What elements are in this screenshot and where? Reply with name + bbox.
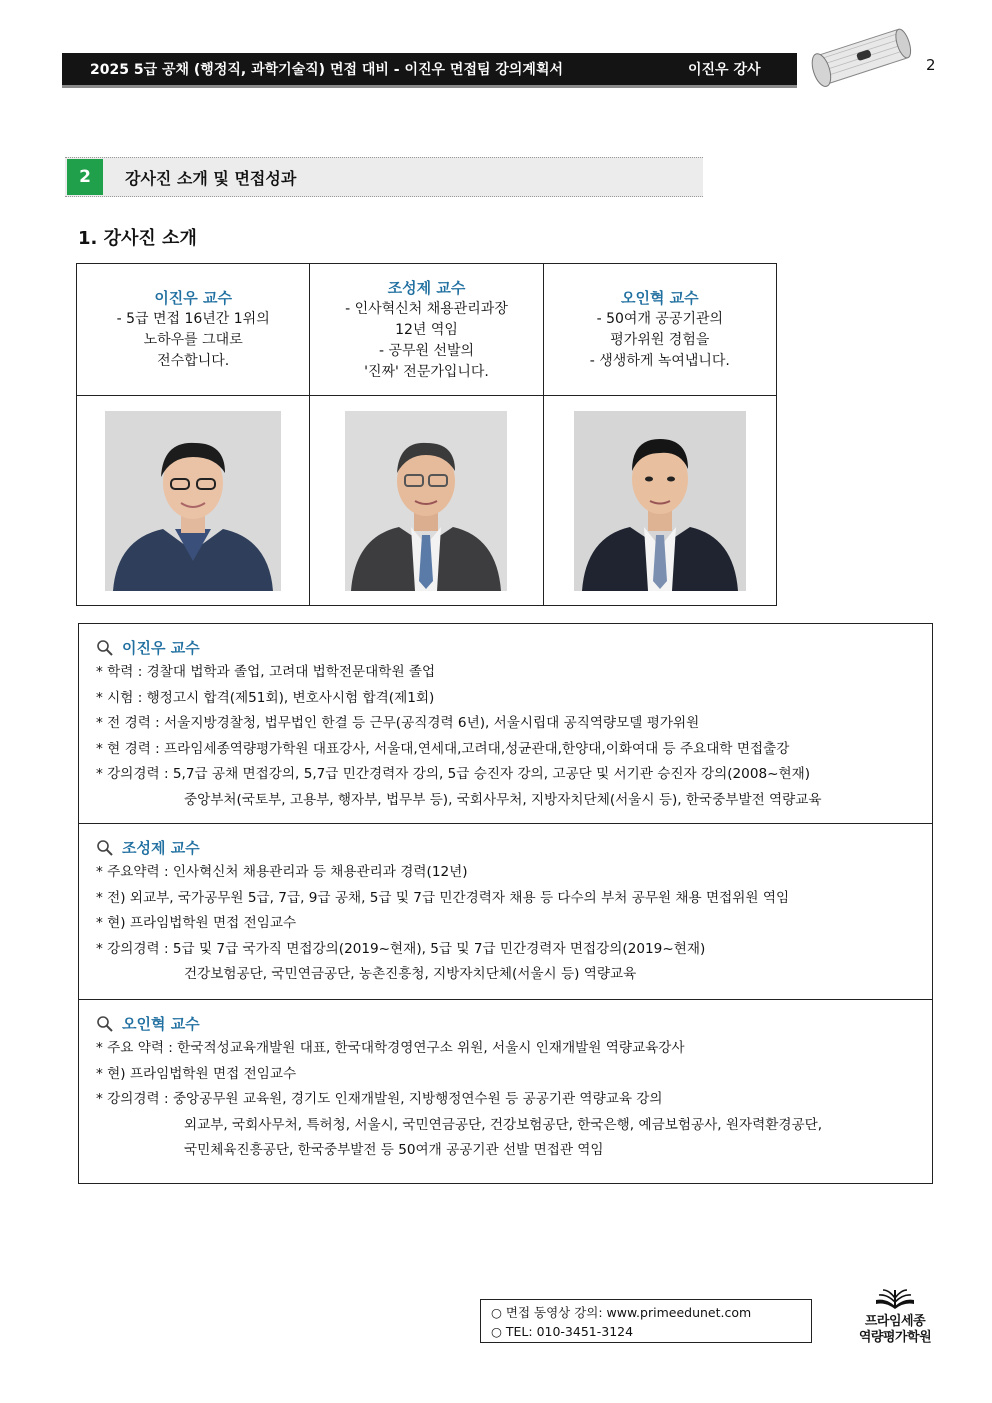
bio-line: * 현) 프라임법학원 면접 전임교수 [96,1065,297,1082]
document-author: 이진우 강사 [688,62,761,78]
bio-line: * 학력 : 경찰대 법학과 졸업, 고려대 법학전문대학원 졸업 [96,664,436,680]
logo-text-line1: 프라임세종 [864,1314,926,1329]
bio-name-text: 조성제 교수 [122,839,200,857]
subsection-title: 1. 강사진 소개 [78,228,197,249]
bio-box-lee [78,623,933,824]
bio-line: * 전) 외교부, 국가공무원 5급, 7급, 9급 공채, 5급 및 7급 민간경력자 채용 등 다수의 부처 공무원 채용 면접위원 역임 [96,889,790,906]
bio-box-cho [78,823,933,1000]
faculty-desc-line: - 50여개 공공기관의 [596,311,724,327]
faculty-table [76,263,777,606]
faculty-desc-line: - 생생하게 녹여냅니다. [589,353,730,369]
bio-name [96,636,914,660]
scroll-decoration-icon [806,22,918,96]
faculty-photo-lee [105,411,281,591]
faculty-photo-cho [345,411,507,591]
document-title: 2025 5급 공채 (행정직, 과학기술직) 면접 대비 - 이진우 면접팀 강의계획서 [90,62,563,78]
faculty-desc-line: 전수합니다. [157,353,230,369]
bio-box-oh [78,999,933,1184]
bio-line-continuation: 국민체육진흥공단, 한국중부발전 등 50여개 공공기관 선발 면접관 역임 [184,1142,604,1158]
magnifier-icon [96,839,114,857]
faculty-cell [543,264,776,396]
faculty-desc-line: - 공무원 선발의 [378,342,475,359]
faculty-desc-line: - 인사혁신처 채용관리과장 [345,300,508,317]
magnifier-icon [96,1015,114,1033]
bio-line-continuation: 중앙부처(국토부, 고용부, 행자부, 법무부 등), 국회사무처, 지방자치단체(서울시 등), 한국중부발전 역량교육 [184,791,822,808]
bio-line: * 현 경력 : 프라임세종역량평가학원 대표강사, 서울대,연세대,고려대,성균관대,한양대,이화여대 등 주요대학 면접출강 [96,740,790,757]
book-logo-icon [874,1284,916,1310]
logo-text-line2: 역량평가학원 [858,1330,932,1345]
bio-line: * 강의경력 : 5급 및 7급 국가직 면접강의(2019~현재), 5급 및 7급 민간경력자 면접강의(2019~현재) [96,940,706,957]
faculty-name: 오인혁 교수 [620,289,699,307]
document-header [62,53,797,88]
bio-line: * 강의경력 : 중앙공무원 교육원, 경기도 인재개발원, 지방행정연수원 등 공공기관 역량교육 강의 [96,1091,663,1107]
faculty-desc-line: - 5급 면접 16년간 1위의 [116,311,270,327]
faculty-cell [77,264,310,396]
section-number: 2 [67,159,103,195]
bio-name-text: 이진우 교수 [122,639,200,657]
faculty-photo-cell [310,396,543,606]
bio-line-continuation: 건강보험공단, 국민연금공단, 농촌진흥청, 지방자치단체(서울시 등) 역량교육 [184,966,637,982]
footer-video-link[interactable]: ○ 면접 동영상 강의: www.primeedunet.com [491,1305,752,1320]
faculty-desc-line: 평가위원 경험을 [610,332,710,348]
section-heading [65,157,703,197]
bio-line: * 전 경력 : 서울지방경찰청, 법무법인 한결 등 근무(공직경력 6년), 서울시립대 공직역량모델 평가위원 [96,715,700,731]
faculty-photo-oh [574,411,746,591]
bio-line: * 현) 프라임법학원 면접 전임교수 [96,915,297,931]
faculty-photo-cell [543,396,776,606]
faculty-name: 조성제 교수 [387,278,466,297]
faculty-desc-line: '진짜' 전문가입니다. [364,363,489,380]
faculty-cell [310,264,543,396]
faculty-desc-line: 노하우를 그대로 [143,332,243,348]
footer-contact-box [480,1299,812,1343]
magnifier-icon [96,639,114,657]
bio-name-text: 오인혁 교수 [122,1015,200,1033]
bio-line-continuation: 외교부, 국회사무처, 특허청, 서울시, 국민연금공단, 건강보험공단, 한국은행, 예금보험공사, 원자력환경공단, [184,1116,823,1133]
section-title: 강사진 소개 및 면접성과 [125,168,297,188]
bio-name [96,1012,914,1036]
bio-name [96,836,914,860]
page-number: 2 [926,56,936,74]
academy-logo [846,1284,944,1346]
bio-line: * 시험 : 행정고시 합격(제51회), 변호사시험 합격(제1회) [96,689,435,706]
faculty-desc-line: 12년 역임 [395,321,458,338]
bio-line: * 주요 약력 : 한국적성교육개발원 대표, 한국대학경영연구소 위원, 서울시 인재개발원 역량교육강사 [96,1040,685,1056]
bio-line: * 주요약력 : 인사혁신처 채용관리과 등 채용관리과 경력(12년) [96,864,468,880]
bio-line: * 강의경력 : 5,7급 공채 면접강의, 5,7급 민간경력자 강의, 5급 승진자 강의, 고공단 및 서기관 승진자 강의(2008~현재) [96,766,811,782]
faculty-photo-cell [77,396,310,606]
footer-tel: ○ TEL: 010-3451-3124 [491,1324,634,1339]
faculty-name: 이진우 교수 [154,289,232,307]
